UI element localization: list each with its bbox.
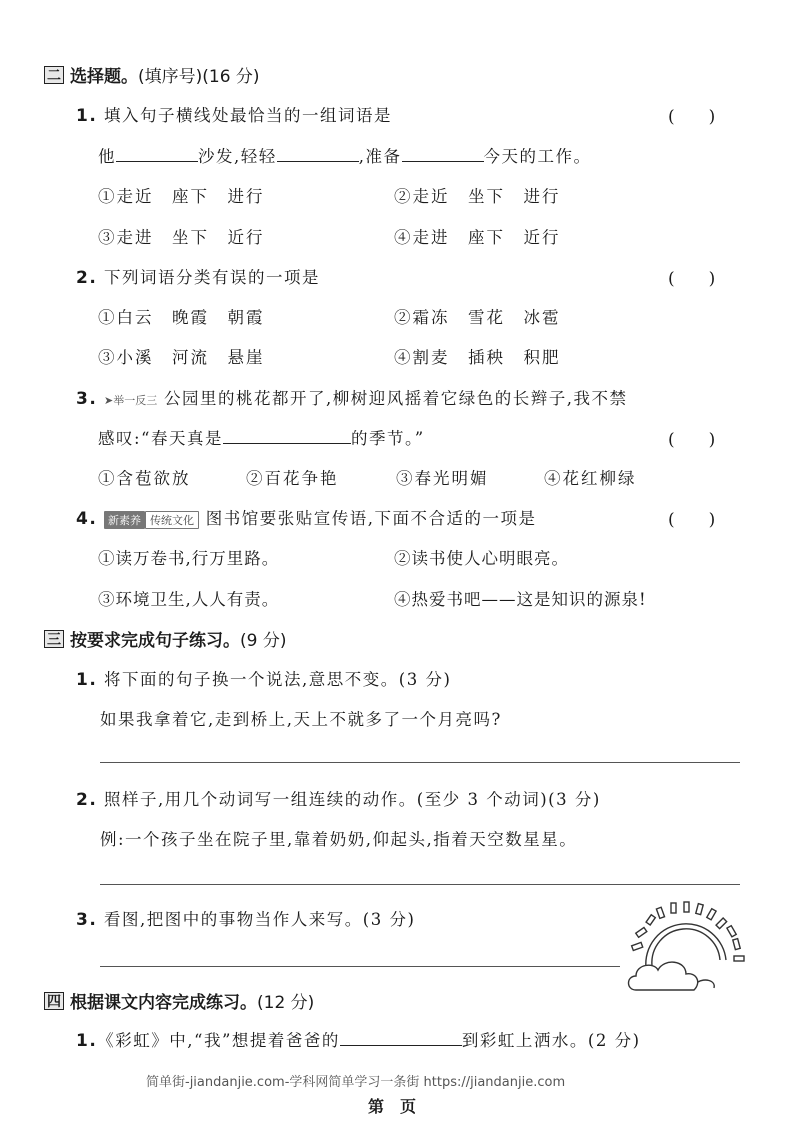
answer-line[interactable] <box>100 884 740 885</box>
question-number: 1. <box>76 1031 98 1051</box>
sun-cloud-icon <box>624 898 746 998</box>
fill-sentence <box>98 143 592 167</box>
question-number: 3. <box>76 910 98 930</box>
option-2[interactable]: ②百花争艳 <box>246 469 339 488</box>
option-1[interactable]: ①读万卷书,行万里路。 <box>98 549 280 568</box>
source-sentence: 如果我拿着它,走到桥上,天上不就多了一个月亮吗? <box>100 710 502 729</box>
tag-badge: ➤举一反三 <box>104 394 158 407</box>
question-number: 1. <box>76 106 98 126</box>
fill-text: 的季节。” <box>351 429 425 448</box>
section-note: (填序号)(16 分) <box>138 67 260 87</box>
question-stem: 公园里的桃花都开了,柳树迎风摇着它绿色的长辫子,我不禁 <box>164 389 628 408</box>
option-4[interactable]: ④热爱书吧——这是知识的源泉! <box>394 590 647 609</box>
option-1[interactable]: ①含苞欲放 <box>98 469 191 488</box>
tag-badge: 新素养 <box>104 511 145 529</box>
fill-blank[interactable] <box>223 425 351 444</box>
answer-line[interactable] <box>100 966 620 967</box>
question-4 <box>76 505 537 529</box>
option-3[interactable]: ③走进 坐下 近行 <box>98 228 265 247</box>
section-title: 选择题。 <box>70 67 138 87</box>
fill-text: 今天的工作。 <box>483 147 592 166</box>
section-3-heading <box>44 626 286 651</box>
question-stem: 照样子,用几个动词写一组连续的动作。(至少 3 个动词)(3 分) <box>104 790 601 809</box>
question-number: 1. <box>76 670 98 690</box>
question-number: 4. <box>76 509 98 529</box>
option-2[interactable]: ②霜冻 雪花 冰雹 <box>394 308 561 327</box>
option-1[interactable]: ①走近 座下 进行 <box>98 187 265 206</box>
answer-paren[interactable]: ( ) <box>668 510 716 530</box>
section-number: 三 <box>44 630 64 648</box>
section-title: 按要求完成句子练习。 <box>70 631 240 651</box>
section-note: (9 分) <box>240 631 287 651</box>
tag-badge: 传统文化 <box>145 511 199 529</box>
question-3-line2 <box>98 425 425 449</box>
option-4[interactable]: ④花红柳绿 <box>544 469 637 488</box>
option-3[interactable]: ③小溪 河流 悬崖 <box>98 348 265 367</box>
answer-paren[interactable]: ( ) <box>668 269 716 289</box>
watermark-text: 简单街-jiandanjie.com-学科网简单学习一条街 https://jiandanjie.com <box>146 1075 566 1090</box>
section-number: 四 <box>44 992 64 1010</box>
fill-text: 他 <box>98 147 116 166</box>
question-2 <box>76 264 320 288</box>
question-stem: 将下面的句子换一个说法,意思不变。(3 分) <box>104 670 452 689</box>
option-4[interactable]: ④割麦 插秧 积肥 <box>394 348 561 367</box>
section-2-heading <box>44 62 260 87</box>
fill-text: 到彩虹上洒水。(2 分) <box>461 1031 641 1050</box>
fill-blank[interactable] <box>277 143 359 162</box>
question-1 <box>76 102 392 126</box>
section-4-heading <box>44 988 314 1013</box>
fill-blank[interactable] <box>402 143 484 162</box>
fill-text: ,准备 <box>358 147 402 166</box>
section-title: 根据课文内容完成练习。 <box>70 993 257 1013</box>
fill-text: 感叹:“春天真是 <box>98 429 223 448</box>
subquestion-2 <box>76 786 601 810</box>
question-stem: 下列词语分类有误的一项是 <box>104 268 321 287</box>
example-sentence: 例:一个孩子坐在院子里,靠着奶奶,仰起头,指着天空数星星。 <box>100 830 578 849</box>
fill-text: 《彩虹》中,“我”想提着爸爸的 <box>97 1031 340 1050</box>
subquestion-3 <box>76 906 415 930</box>
answer-line[interactable] <box>100 762 740 763</box>
fill-blank[interactable] <box>116 143 198 162</box>
subquestion-1 <box>76 666 451 690</box>
fill-text: 沙发,轻轻 <box>198 147 277 166</box>
question-stem: 看图,把图中的事物当作人来写。(3 分) <box>104 910 416 929</box>
option-3[interactable]: ③环境卫生,人人有责。 <box>98 590 280 609</box>
question-number: 2. <box>76 268 98 288</box>
reading-question-1 <box>76 1027 641 1051</box>
option-3[interactable]: ③春光明媚 <box>396 469 489 488</box>
fill-blank[interactable] <box>340 1027 462 1046</box>
question-stem: 填入句子横线处最恰当的一组词语是 <box>104 106 393 125</box>
answer-paren[interactable]: ( ) <box>668 430 716 450</box>
option-2[interactable]: ②读书使人心明眼亮。 <box>394 549 569 568</box>
question-stem: 图书馆要张贴宣传语,下面不合适的一项是 <box>205 509 537 528</box>
question-3 <box>76 385 628 409</box>
section-note: (12 分) <box>257 993 315 1013</box>
section-number: 二 <box>44 66 64 84</box>
question-number: 3. <box>76 389 98 409</box>
option-1[interactable]: ①白云 晚霞 朝霞 <box>98 308 265 327</box>
option-4[interactable]: ④走进 座下 近行 <box>394 228 561 247</box>
option-2[interactable]: ②走近 坐下 进行 <box>394 187 561 206</box>
page-number: 第 页 <box>368 1097 417 1116</box>
answer-paren[interactable]: ( ) <box>668 107 716 127</box>
question-number: 2. <box>76 790 98 810</box>
